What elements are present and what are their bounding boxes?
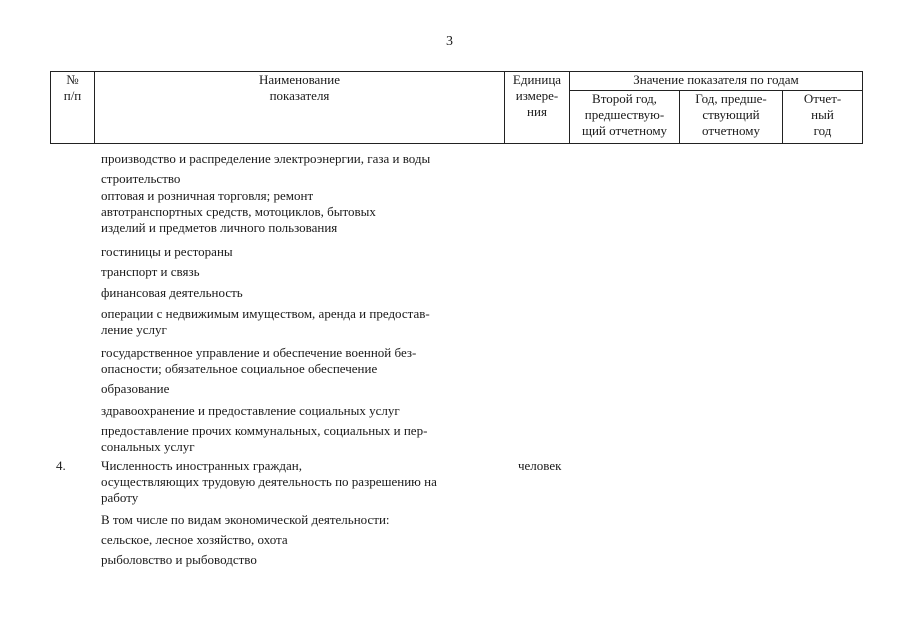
row-number: 4. (56, 458, 66, 473)
header-subcol-second-year: Второй год, предшествую- щий отчетному (570, 91, 680, 144)
indicator-line: государственное управление и обеспечение военной без- (101, 345, 417, 360)
indicator-line: осуществляющих трудовую деятельность по разрешению на (101, 474, 437, 489)
header-subcol-report-year: Отчет- ный год (783, 91, 863, 144)
header-col-unit: Единица измере- ния (505, 72, 570, 144)
indicator-line: здравоохранение и предоставление социальных услуг (101, 403, 400, 418)
indicator-line: Численность иностранных граждан, (101, 458, 302, 473)
indicator-line: гостиницы и рестораны (101, 244, 233, 259)
indicator-line: предоставление прочих коммунальных, социальных и пер- (101, 423, 428, 438)
indicator-line: опасности; обязательное социальное обеспечение (101, 361, 378, 376)
indicator-line: оптовая и розничная торговля; ремонт (101, 188, 314, 203)
indicator-line: строительство (101, 171, 181, 186)
indicator-line: операции с недвижимым имуществом, аренда и предостав- (101, 306, 430, 321)
indicator-line: образование (101, 381, 170, 396)
indicator-line: В том числе по видам экономической деятельности: (101, 512, 390, 527)
indicator-line: работу (101, 490, 139, 505)
header-values-title: Значение показателя по годам (570, 72, 863, 91)
header-subcol-previous-year: Год, предше- ствующий отчетному (680, 91, 783, 144)
indicator-line: сональных услуг (101, 439, 195, 454)
header-col-name: Наименование показателя (95, 72, 505, 144)
indicator-line: транспорт и связь (101, 264, 200, 279)
row-unit: человек (518, 458, 562, 473)
table-header (50, 71, 863, 144)
header-col-number: № п/п (51, 72, 95, 144)
indicator-line: автотранспортных средств, мотоциклов, бытовых (101, 204, 376, 219)
indicator-line: рыболовство и рыбоводство (101, 552, 257, 567)
indicator-line: изделий и предметов личного пользования (101, 220, 338, 235)
page-number: 3 (446, 34, 453, 49)
indicator-line: производство и распределение электроэнергии, газа и воды (101, 151, 431, 166)
indicator-line: финансовая деятельность (101, 285, 243, 300)
indicator-line: сельское, лесное хозяйство, охота (101, 532, 288, 547)
indicator-line: ление услуг (101, 322, 167, 337)
